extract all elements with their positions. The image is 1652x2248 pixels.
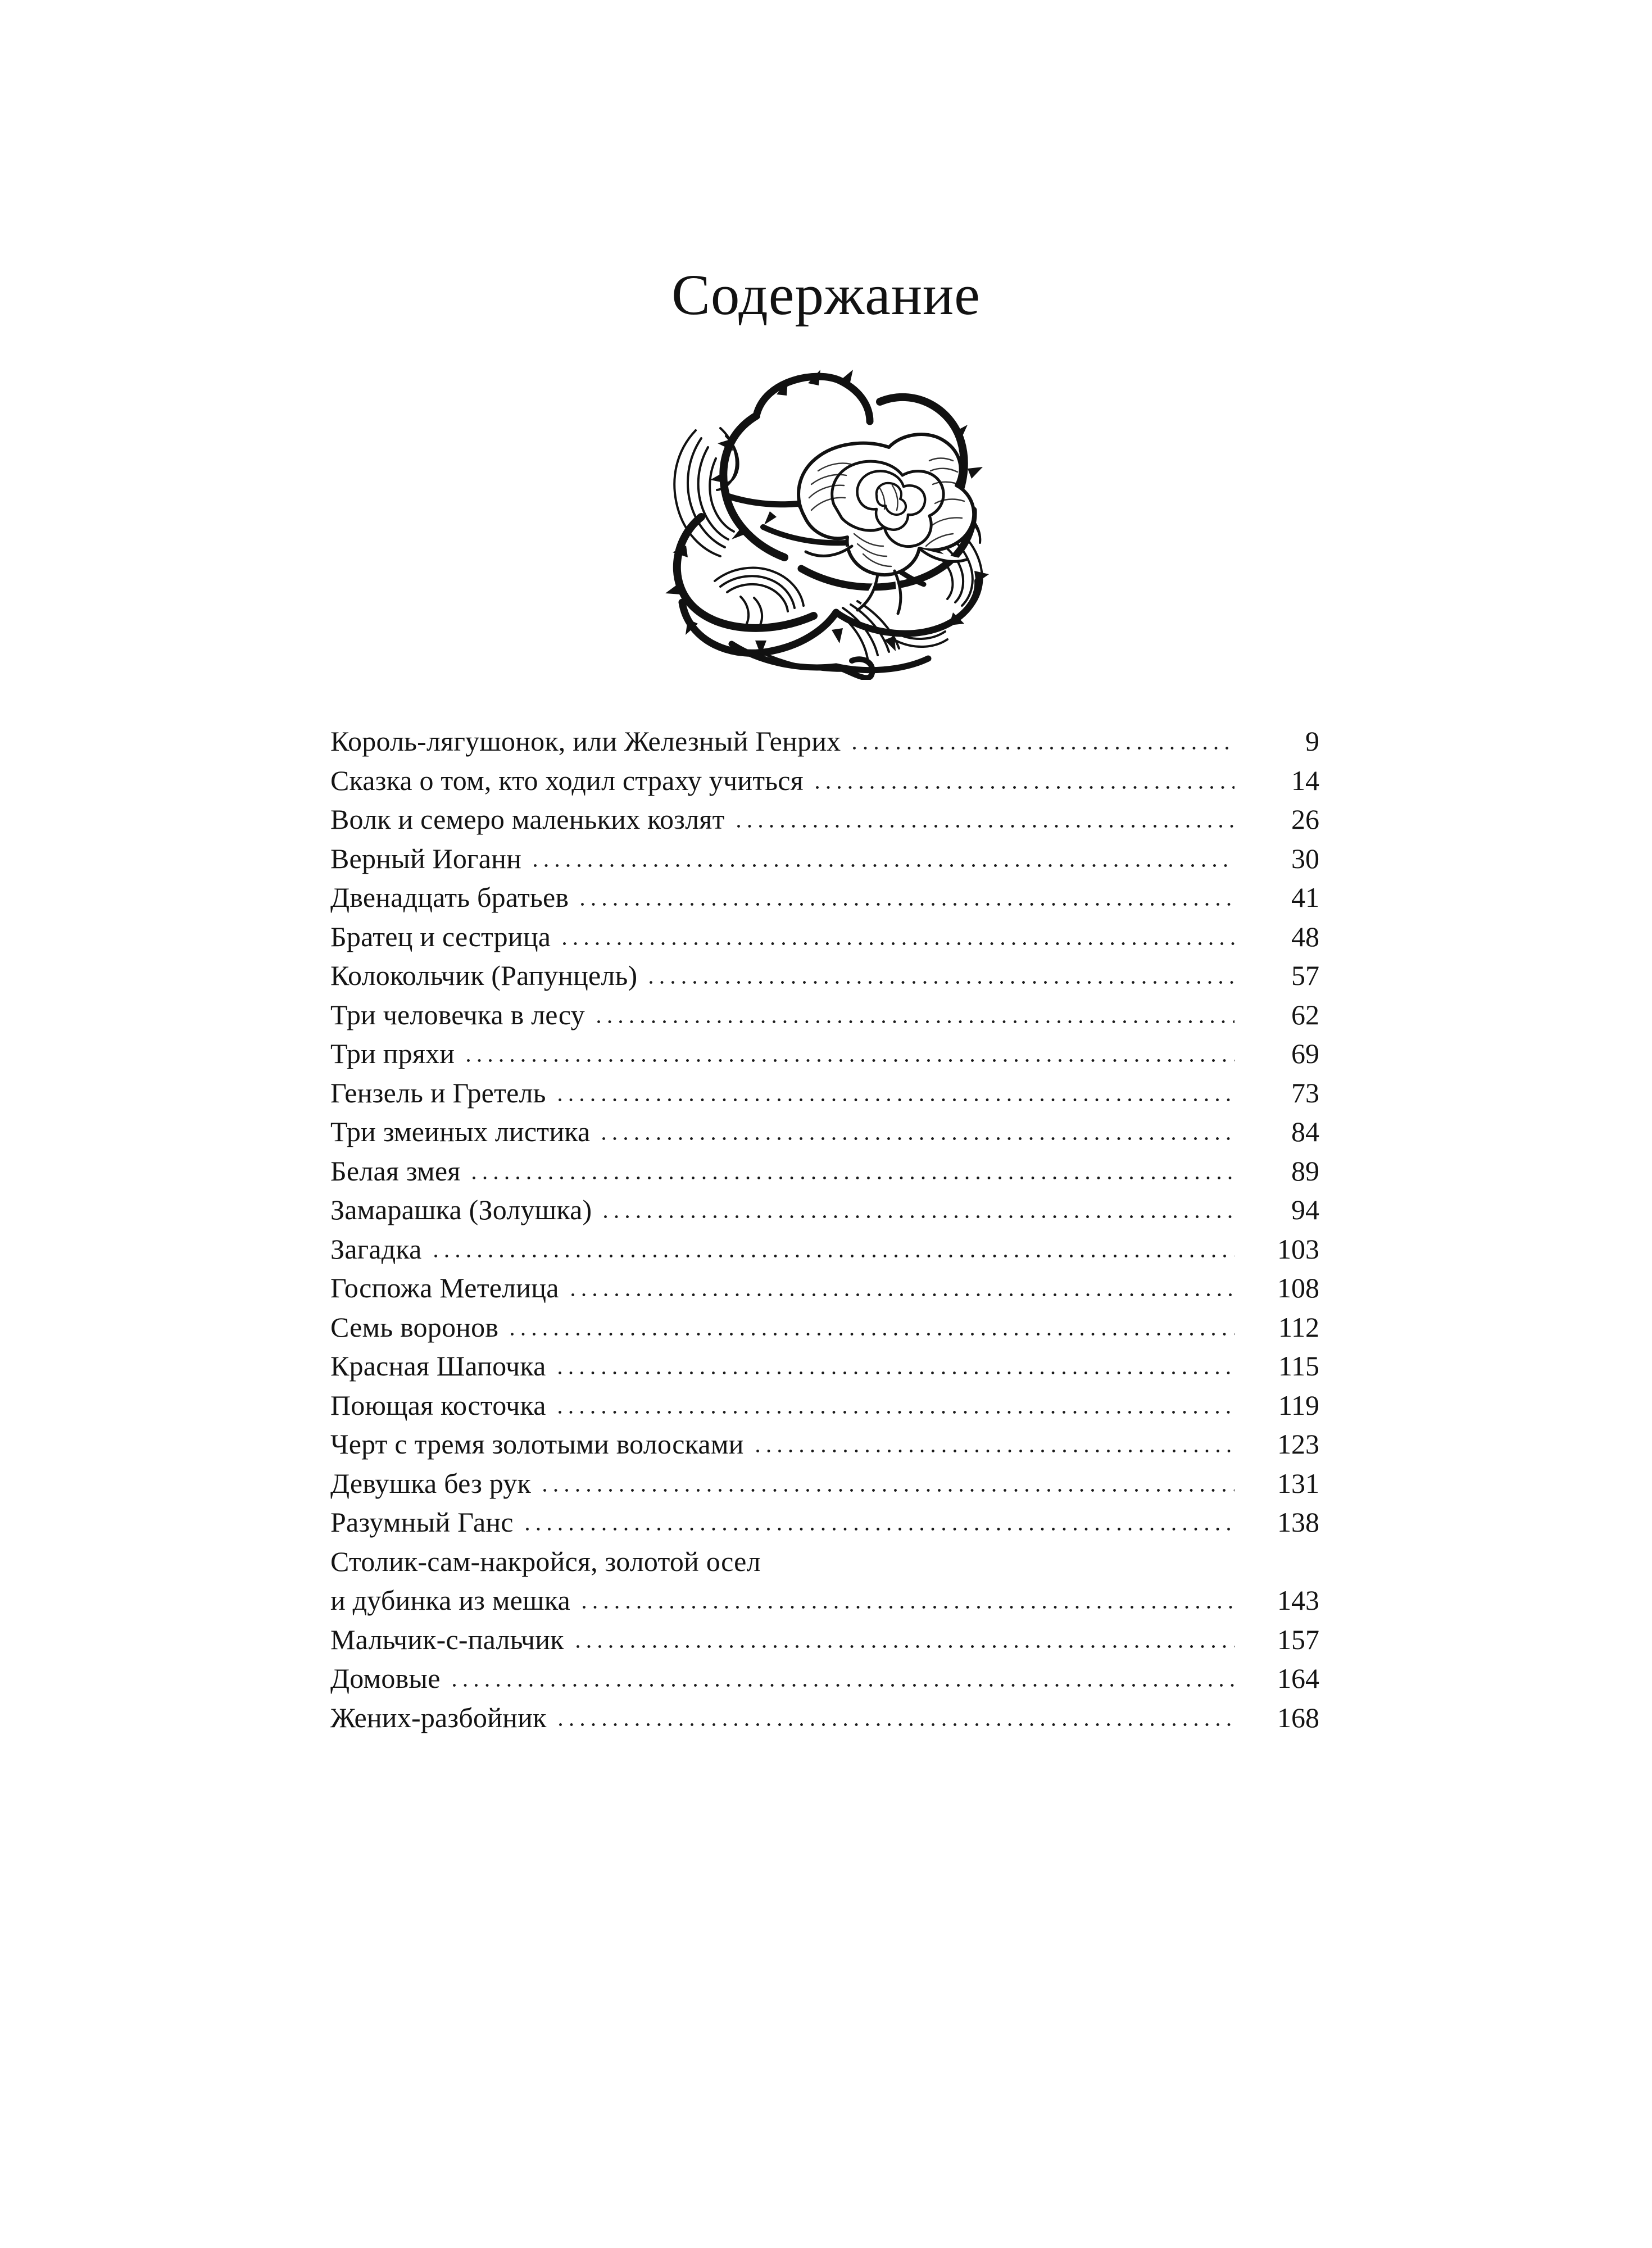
toc-entry-title: Сказка о том, кто ходил страху учиться xyxy=(330,764,804,796)
toc-entry-page-number: 26 xyxy=(1291,803,1319,835)
toc-entry[interactable] xyxy=(330,1196,1319,1235)
toc-entry-page-number: 48 xyxy=(1291,920,1319,952)
toc-entry[interactable] xyxy=(330,1664,1319,1704)
toc-entry-title: Жених-разбойник xyxy=(330,1701,547,1733)
toc-entry[interactable] xyxy=(330,1469,1319,1509)
toc-leader-dots xyxy=(853,742,1235,751)
toc-leader-dots xyxy=(543,1484,1235,1493)
toc-entry[interactable] xyxy=(330,998,1319,1040)
toc-leader-dots xyxy=(559,1406,1235,1415)
toc-entry-title: Поющая косточка xyxy=(330,1389,546,1421)
toc-entry-title: Три змеиных листика xyxy=(330,1116,591,1147)
toc-entry[interactable] xyxy=(330,883,1319,923)
toc-entry-page-number: 69 xyxy=(1291,1038,1319,1069)
toc-entry-title: Колокольчик (Рапунцель) xyxy=(330,960,638,991)
toc-entry-title: Красная Шапочка xyxy=(330,1350,546,1382)
toc-entry[interactable] xyxy=(330,1625,1319,1665)
toc-entry[interactable] xyxy=(330,1430,1319,1469)
toc-entry-title: Белая змея xyxy=(330,1155,461,1187)
toc-leader-dots xyxy=(434,1250,1235,1259)
toc-entry-page-number: 157 xyxy=(1277,1623,1319,1655)
toc-entry-page-number: 30 xyxy=(1291,842,1319,874)
toc-entry[interactable] xyxy=(330,727,1319,766)
toc-entry[interactable] xyxy=(330,1391,1319,1430)
toc-entry-title: и дубинка из мешка xyxy=(330,1584,570,1616)
toc-leader-dots xyxy=(559,1093,1235,1102)
toc-leader-dots xyxy=(602,1132,1235,1141)
toc-entry-title: Домовые xyxy=(330,1663,441,1694)
toc-entry-title: Семь воронов xyxy=(330,1311,499,1343)
toc-entry-page-number: 108 xyxy=(1277,1272,1319,1304)
toc-entry[interactable] xyxy=(330,1079,1319,1118)
toc-entry[interactable] xyxy=(330,1274,1319,1313)
toc-entry[interactable] xyxy=(330,1157,1319,1196)
toc-entry-page-number: 119 xyxy=(1278,1389,1319,1421)
rose-thorn-vine-ornament xyxy=(616,348,1009,680)
toc-entry[interactable] xyxy=(330,961,1319,1001)
toc-leader-dots xyxy=(583,1601,1235,1610)
toc-leader-dots xyxy=(650,976,1235,985)
toc-leader-dots xyxy=(473,1171,1235,1180)
toc-leader-dots xyxy=(597,1015,1235,1024)
toc-entry-page-number: 164 xyxy=(1277,1663,1319,1694)
toc-entry[interactable] xyxy=(330,1547,1319,1587)
toc-entry-title: Госпожа Метелица xyxy=(330,1272,559,1304)
toc-leader-dots xyxy=(534,859,1235,868)
toc-entry-page-number: 94 xyxy=(1291,1194,1319,1225)
toc-leader-dots xyxy=(559,1718,1235,1727)
toc-entry[interactable] xyxy=(330,1235,1319,1274)
toc-leader-dots xyxy=(526,1523,1235,1532)
page-title: Содержание xyxy=(671,263,981,327)
toc-entry-title: Двенадцать братьев xyxy=(330,882,569,913)
toc-entry-page-number: 57 xyxy=(1291,960,1319,991)
toc-entry-page-number: 14 xyxy=(1291,764,1319,796)
toc-entry-page-number: 73 xyxy=(1291,1077,1319,1109)
toc-entry-page-number: 168 xyxy=(1277,1701,1319,1733)
toc-entry-title: Загадка xyxy=(330,1233,422,1265)
toc-entry-page-number: 41 xyxy=(1291,882,1319,913)
toc-entry-title: Верный Иоганн xyxy=(330,842,522,874)
toc-leader-dots xyxy=(453,1679,1235,1688)
toc-entry-page-number: 138 xyxy=(1277,1506,1319,1538)
toc-leader-dots xyxy=(604,1210,1235,1219)
toc-leader-dots xyxy=(511,1328,1235,1337)
toc-leader-dots xyxy=(816,781,1235,790)
toc-leader-dots xyxy=(737,820,1235,829)
toc-entry-title: Братец и сестрица xyxy=(330,920,551,952)
toc-entry-page-number: 131 xyxy=(1277,1467,1319,1499)
toc-leader-dots xyxy=(577,1640,1235,1649)
toc-entry[interactable] xyxy=(330,1352,1319,1391)
toc-entry[interactable] xyxy=(330,1313,1319,1352)
toc-entry[interactable] xyxy=(330,805,1319,844)
toc-leader-dots xyxy=(581,898,1235,907)
toc-entry[interactable] xyxy=(330,1118,1319,1157)
toc-entry[interactable] xyxy=(330,1039,1319,1079)
toc-entry[interactable] xyxy=(330,920,1319,962)
toc-entry-page-number: 89 xyxy=(1291,1155,1319,1187)
toc-entry-title: Разумный Ганс xyxy=(330,1506,514,1538)
toc-entry-page-number: 9 xyxy=(1305,725,1319,757)
toc-leader-dots xyxy=(571,1288,1235,1297)
toc-leader-dots xyxy=(756,1445,1235,1454)
toc-entry-page-number: 84 xyxy=(1291,1116,1319,1147)
toc-entry-page-number: 103 xyxy=(1277,1233,1319,1265)
toc-entry-title: Гензель и Гретель xyxy=(330,1077,546,1109)
toc-entry-title: Волк и семеро маленьких козлят xyxy=(330,803,725,835)
toc-entry-title: Черт с тремя золотыми волосками xyxy=(330,1428,744,1460)
toc-entry-title: Три человечка в лесу xyxy=(330,998,585,1030)
table-of-contents-list xyxy=(330,727,1319,1742)
toc-leader-dots xyxy=(467,1054,1235,1063)
toc-entry[interactable] xyxy=(330,844,1319,884)
toc-entry-title: Король-лягушонок, или Железный Генрих xyxy=(330,725,841,757)
toc-entry[interactable] xyxy=(330,1508,1319,1547)
toc-entry-page-number: 62 xyxy=(1291,998,1319,1030)
toc-entry-title: Столик-сам-накройся, золотой осел xyxy=(330,1545,761,1577)
toc-entry-title: Девушка без рук xyxy=(330,1467,532,1499)
toc-entry-title: Три пряхи xyxy=(330,1038,455,1069)
toc-entry-page-number: 115 xyxy=(1278,1350,1319,1382)
toc-leader-dots xyxy=(563,937,1235,946)
toc-entry-page-number: 123 xyxy=(1277,1428,1319,1460)
toc-entry-page-number: 112 xyxy=(1278,1311,1319,1343)
toc-entry-title: Мальчик-с-пальчик xyxy=(330,1623,564,1655)
toc-entry[interactable] xyxy=(330,1586,1319,1625)
toc-entry-page-number: 143 xyxy=(1277,1584,1319,1616)
toc-entry-title: Замарашка (Золушка) xyxy=(330,1194,592,1225)
toc-entry[interactable] xyxy=(330,1701,1319,1743)
toc-leader-dots xyxy=(559,1366,1235,1375)
toc-entry[interactable] xyxy=(330,766,1319,806)
